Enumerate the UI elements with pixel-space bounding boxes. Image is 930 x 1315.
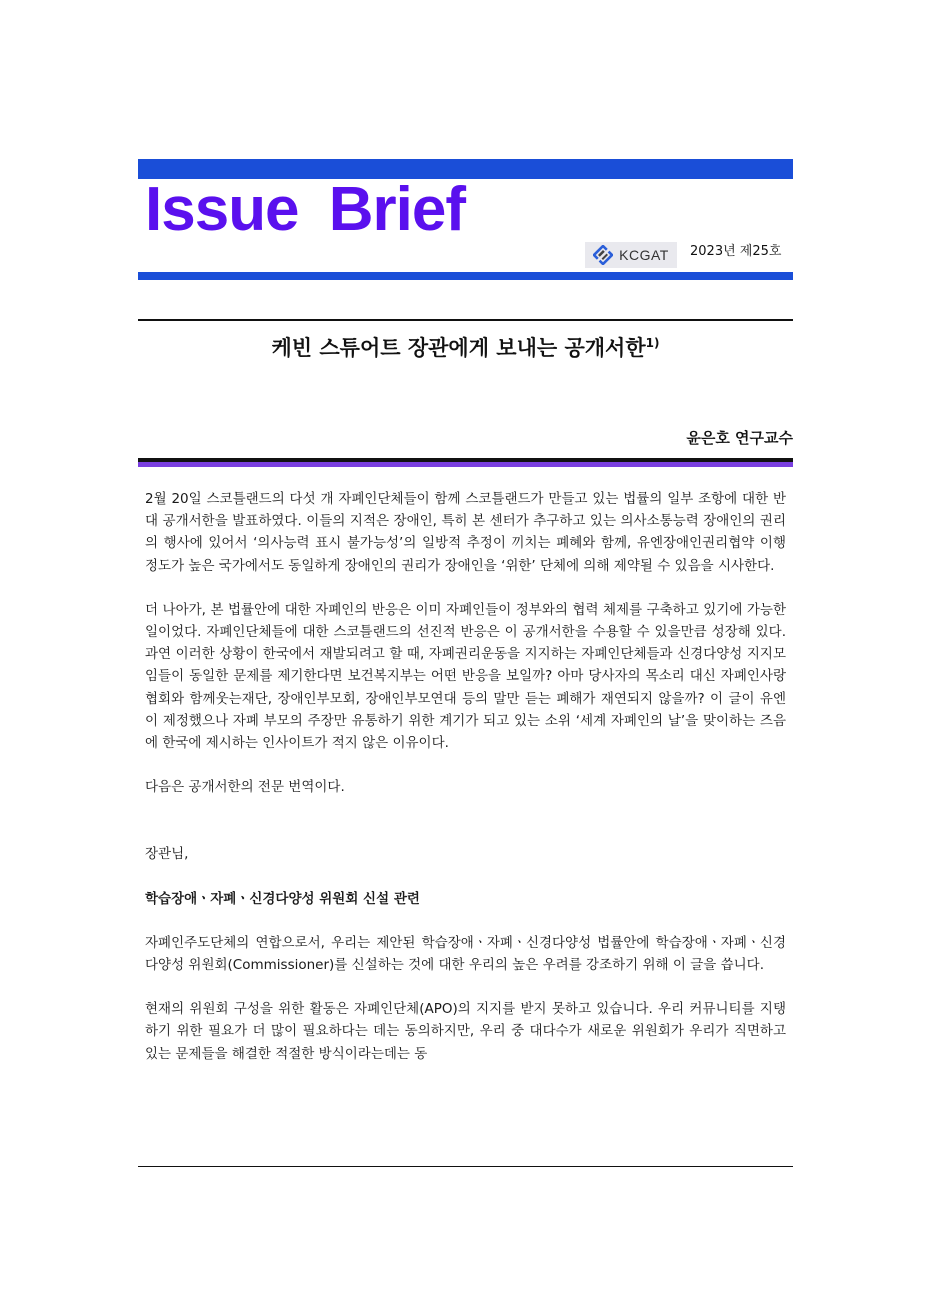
issue-number: 2023년 제25호 xyxy=(690,244,782,259)
section-heading: 학습장애ㆍ자폐ㆍ신경다양성 위원회 신설 관련 xyxy=(145,890,420,907)
article-body xyxy=(145,488,786,1087)
paragraph-5: 현재의 위원회 구성을 위한 활동은 자폐인단체(APO)의 지지를 받지 못하고 있습니다. 우리 커뮤니티를 지탱하기 위한 필요가 더 많이 필요하다는 데는 동의하지만, 우리 중 대다수가 새로운 위원회가 우리가 직면하고 있는 문제들을 해결한 적절한 방식이라는데는 동 xyxy=(145,1001,786,1062)
logo-text: KCGAT xyxy=(619,247,669,263)
footnote-marker[interactable]: 1) xyxy=(645,336,660,350)
article-title-text: 케빈 스튜어트 장관에게 보내는 공개서한 xyxy=(271,336,646,360)
author-name: 윤은호 연구교수 xyxy=(686,429,793,447)
paragraph-4: 자폐인주도단체의 연합으로서, 우리는 제안된 학습장애ㆍ자폐ㆍ신경다양성 법률안에 학습장애ㆍ자폐ㆍ신경다양성 위원회(Commissioner)를 신설하는 것에 대한 우리의 높은 우려를 강조하기 위해 이 글을 씁니다. xyxy=(145,934,786,974)
paragraph-2: 더 나아가, 본 법률안에 대한 자폐인의 반응은 이미 자폐인들이 정부와의 협력 체제를 구축하고 있기에 가능한 일이었다. 자폐인단체들에 대한 스코틀랜드의 선진적 반응은 이 공개서한을 수용할 수 있을만큼 성장해 있다. 과연 이러한 상황이 한국에서 재발되려고 할 때, 자폐권리운동을 지지하는 자폐인단체들과 신경다양성 지지모임들이 동일한 문제를 제기한다면 보건복지부는 어떤 반응을 보일까? 아마 당사자의 목소리 대신 자폐인사랑협회와 함께웃는재단, 장애인부모회, 장애인부모연대 등의 말만 듣는 폐해가 재연되지 않을까? 이 글이 유엔이 제정했으나 자폐 부모의 주장만 유통하기 위한 계기가 되고 있는 소위 ‘세계 자폐인의 날’을 맞이하는 즈음에 한국에 제시하는 인사이트가 적지 않은 이유이다. xyxy=(145,601,786,752)
salutation: 장관님, xyxy=(145,846,189,863)
footnote-separator-rule xyxy=(138,1166,793,1167)
paragraph-1: 2월 20일 스코틀랜드의 다섯 개 자폐인단체들이 함께 스코틀랜드가 만들고 있는 법률의 일부 조항에 대한 반대 공개서한을 발표하였다. 이들의 지적은 장애인, 특히 본 센터가 추구하고 있는 의사소통능력 장애인의 권리의 행사에 있어서 ‘의사능력 표시 불가능성’의 일방적 추정이 끼치는 폐혜와 함께, 유엔장애인권리협약 이행 정도가 높은 국가에서도 동일하게 장애인의 권리가 장애인을 ‘위한’ 단체에 의해 제약될 수 있음을 시사한다. xyxy=(145,491,786,574)
paragraph-3: 다음은 공개서한의 전문 번역이다. xyxy=(145,779,345,796)
issue-brief-title: Issue Brief xyxy=(145,175,466,244)
